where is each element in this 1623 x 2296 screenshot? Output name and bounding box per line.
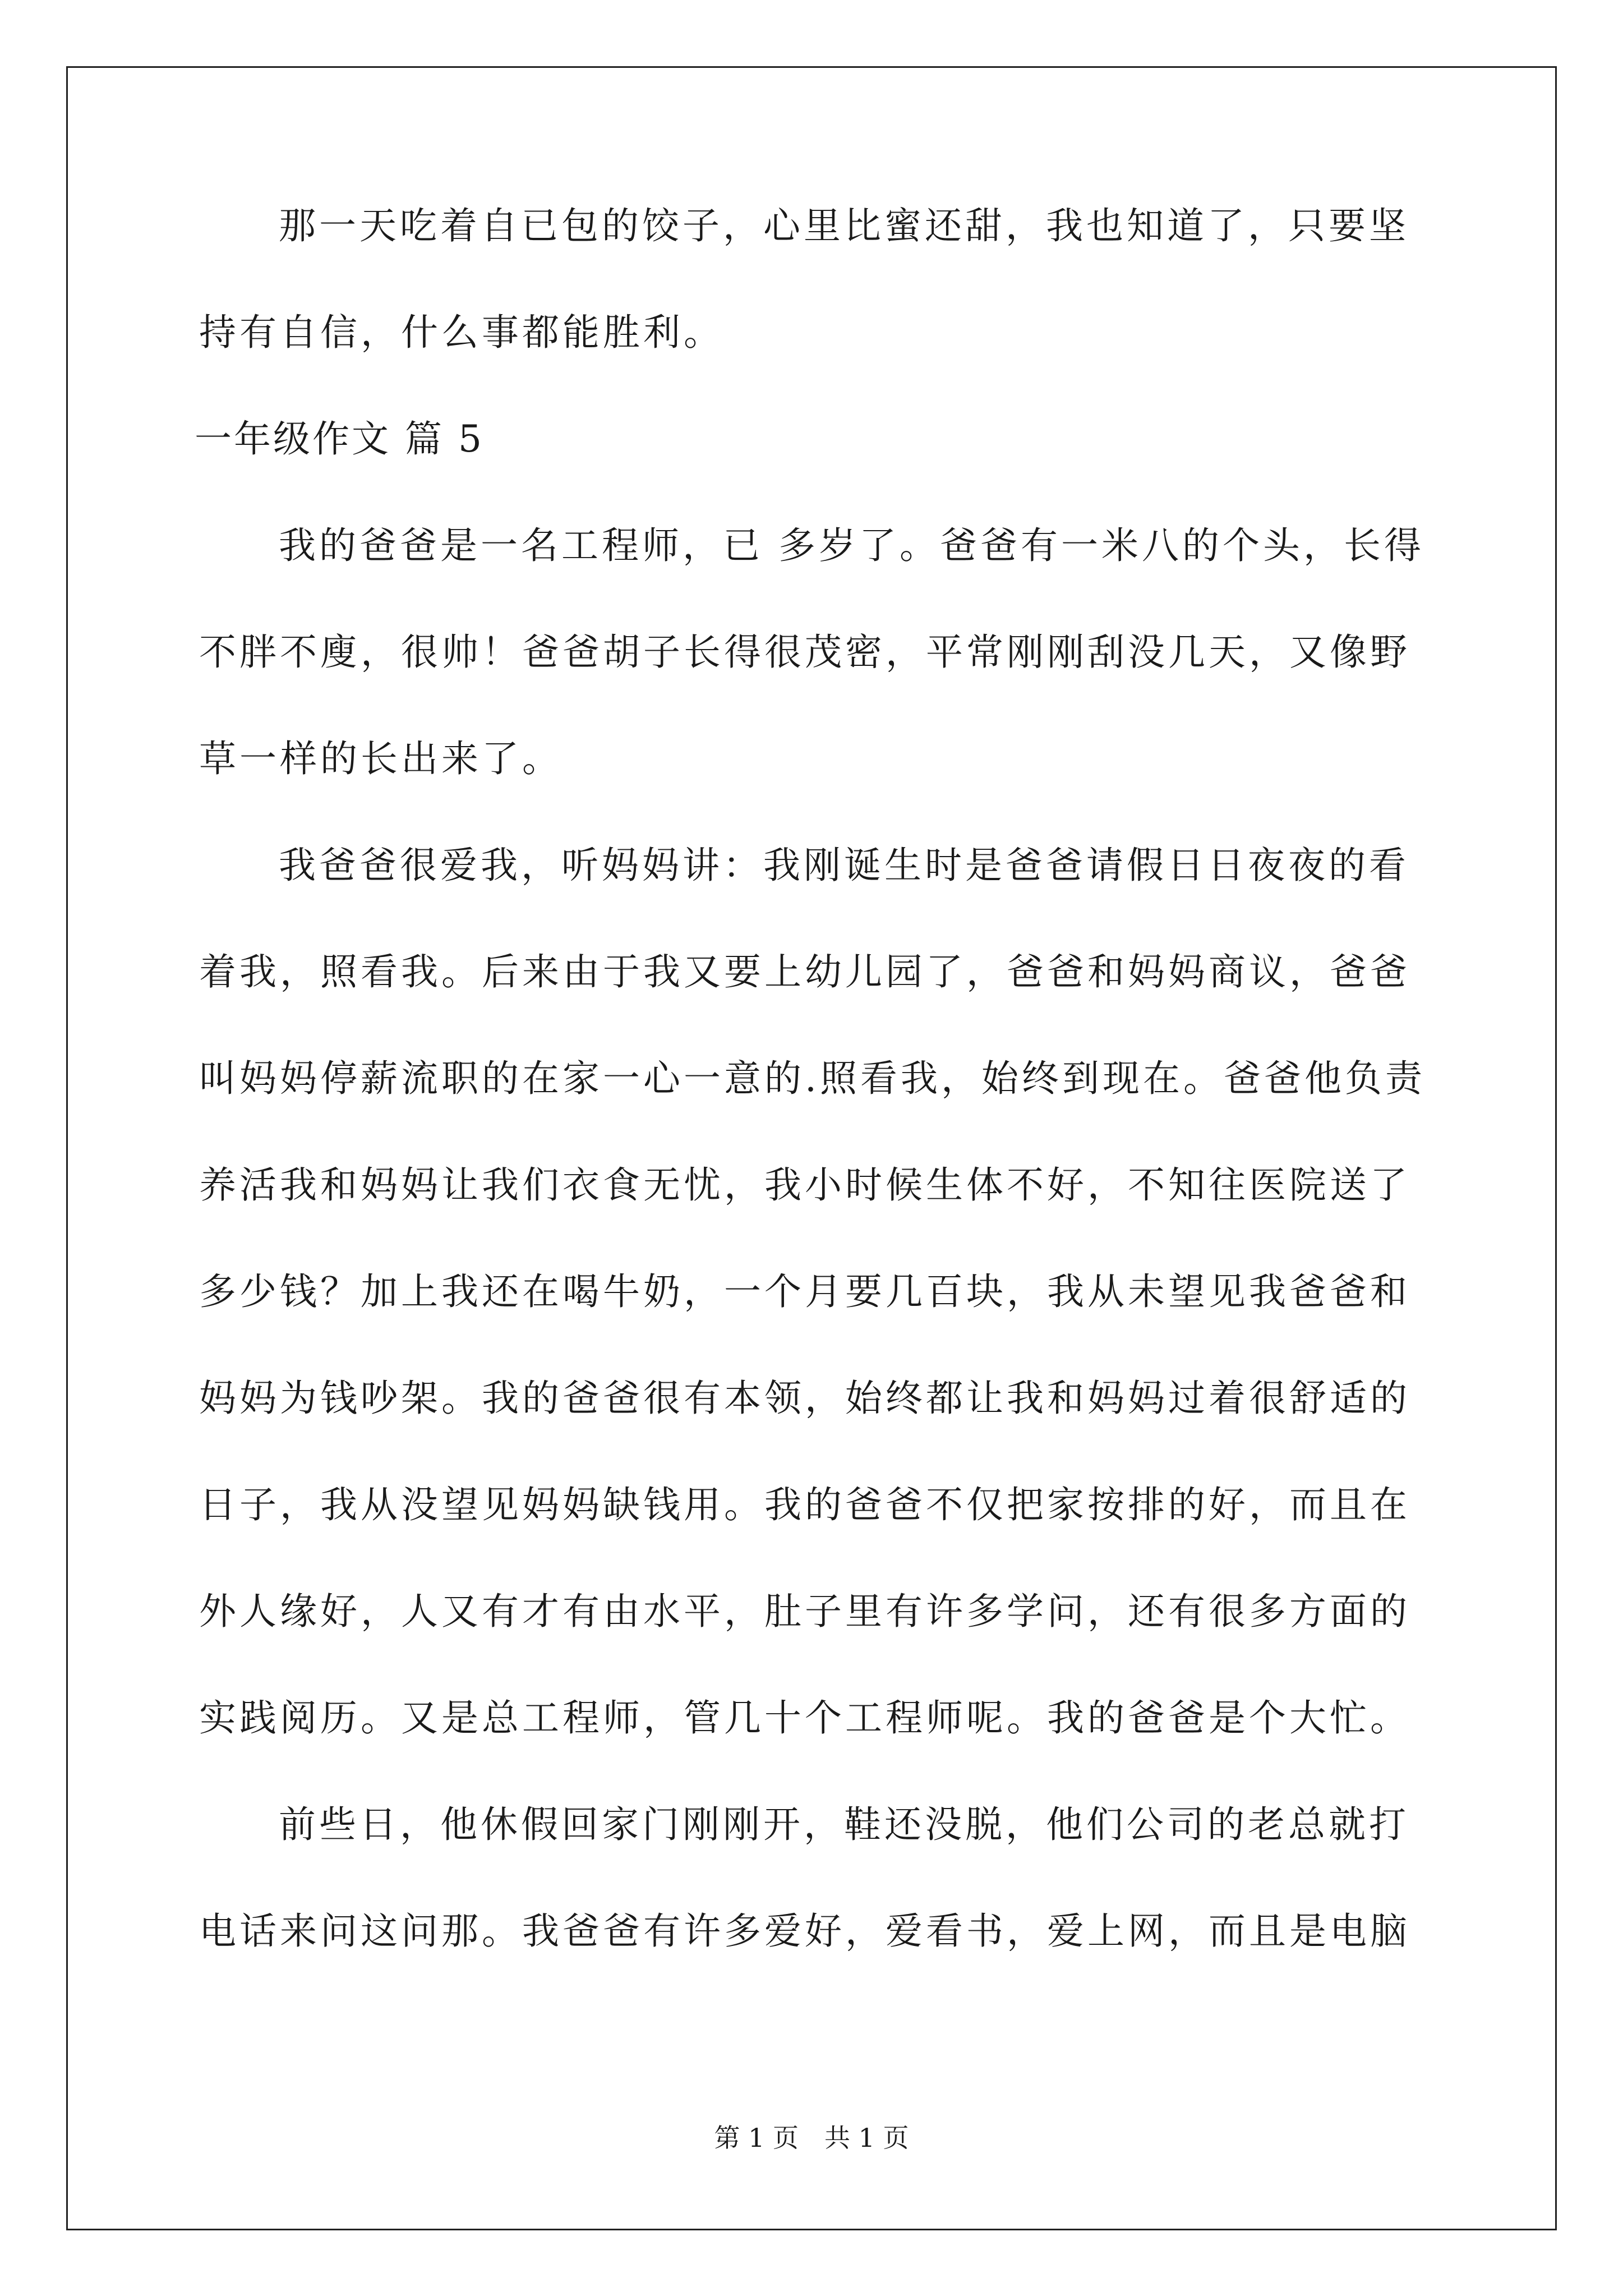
text-line: 那一天吃着自已包的饺子，心里比蜜还甜，我也知道了，只要坚 xyxy=(279,204,1409,247)
text-line: 养活我和妈妈让我们衣食无忧，我小时候生体不好，不知往医院送了 xyxy=(199,1163,1410,1207)
document-body xyxy=(195,204,1426,2019)
text-line: 叫妈妈停薪流职的在家一心一意的.照看我，始终到现在。爸爸他负责 xyxy=(199,1057,1426,1100)
text-line: 着我，照看我。后来由于我又要上幼儿园了，爸爸和妈妈商议，爸爸 xyxy=(199,950,1410,993)
text-line: 前些日，他休假回家门刚刚开，鞋还没脱，他们公司的老总就打 xyxy=(279,1803,1409,1846)
text-line: 我爸爸很爱我，听妈妈讲：我刚诞生时是爸爸请假日日夜夜的看 xyxy=(279,844,1409,887)
text-line: 我的爸爸是一名工程师，已 多岁了。爸爸有一米八的个头，长得 xyxy=(279,524,1424,567)
text-line: 外人缘好，人又有才有由水平，肚子里有许多学问，还有很多方面的 xyxy=(199,1590,1410,1633)
section-heading: 一年级作文 篇 5 xyxy=(195,417,484,461)
page-number-footer: 第 1 页 共 1 页 xyxy=(714,2123,909,2153)
text-line: 草一样的长出来了。 xyxy=(199,737,562,780)
text-line: 实践阅历。又是总工程师，管几十个工程师呢。我的爸爸是个大忙。 xyxy=(199,1696,1410,1740)
text-line: 持有自信，什么事都能胜利。 xyxy=(199,311,724,354)
text-line: 多少钱？加上我还在喝牛奶，一个月要几百块，我从未望见我爸爸和 xyxy=(199,1270,1410,1313)
text-line: 电话来问这问那。我爸爸有许多爱好，爱看书，爱上网，而且是电脑 xyxy=(199,1910,1410,1953)
text-line: 日子，我从没望见妈妈缺钱用。我的爸爸不仅把家按排的好，而且在 xyxy=(199,1483,1410,1526)
text-line: 不胖不廋，很帅！爸爸胡子长得很茂密，平常刚刚刮没几天，又像野 xyxy=(199,631,1410,674)
text-line: 妈妈为钱吵架。我的爸爸很有本领，始终都让我和妈妈过着很舒适的 xyxy=(199,1377,1410,1420)
